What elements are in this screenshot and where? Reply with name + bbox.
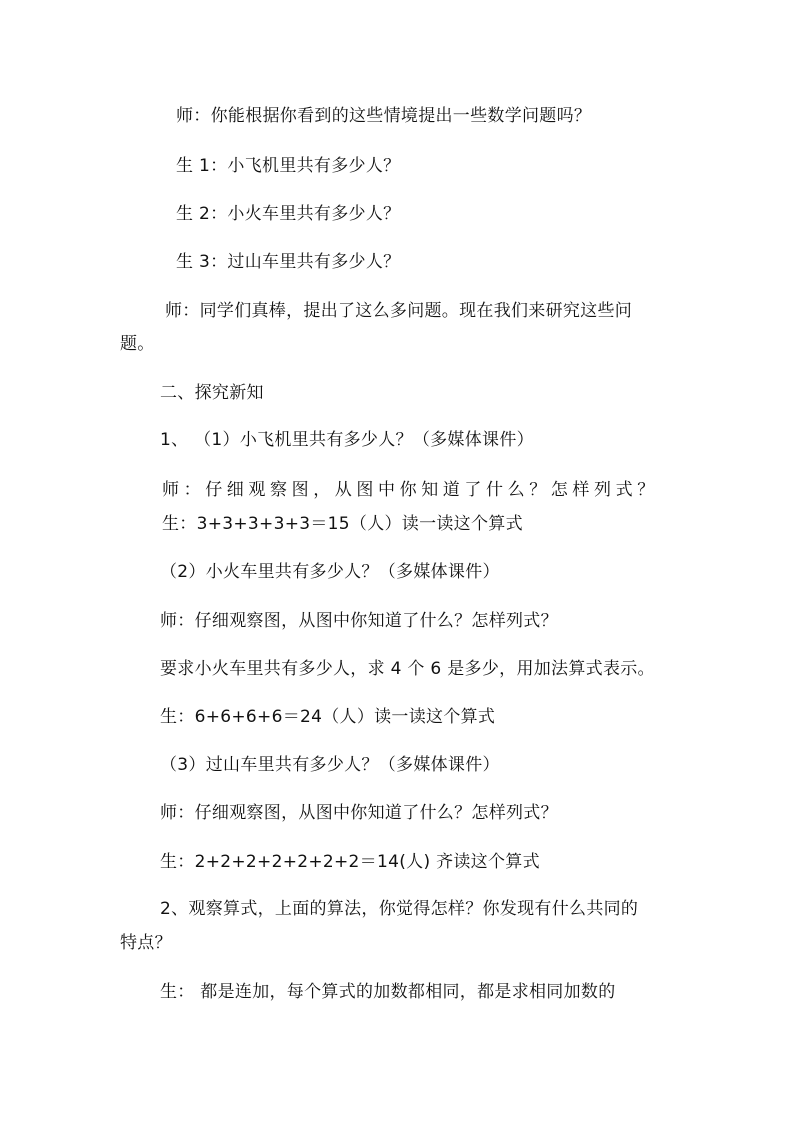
- teacher-observe-line-3: 师：仔细观察图，从图中你知道了什么？怎样列式？: [160, 803, 558, 823]
- teacher-praise-line: 师：同学们真棒，提出了这么多问题。现在我们来研究这些问: [165, 301, 633, 321]
- student-3-line: 生 3：过山车里共有多少人？: [176, 252, 401, 272]
- observation-question-line-continued: 特点？: [120, 933, 172, 953]
- student-1-line: 生 1：小飞机里共有多少人？: [176, 156, 401, 176]
- item-1-heading: 1、 （1）小飞机里共有多少人？（多媒体课件）: [160, 430, 534, 450]
- student-2-line: 生 2：小火车里共有多少人？: [176, 204, 401, 224]
- item-2-heading: （2）小火车里共有多少人？（多媒体课件）: [160, 562, 500, 582]
- teacher-question-line: 师：你能根据你看到的这些情境提出一些数学问题吗？: [176, 106, 592, 126]
- teacher-observe-line-1: 师：仔细观察图，从图中你知道了什么？怎样列式？: [162, 480, 659, 500]
- student-equation-line-1: 生：3+3+3+3+3＝15（人）读一读这个算式: [162, 514, 523, 534]
- explanation-line: 要求小火车里共有多少人，求 4 个 6 是多少，用加法算式表示。: [160, 659, 655, 679]
- student-equation-line-2: 生：6+6+6+6＝24（人）读一读这个算式: [160, 707, 496, 727]
- observation-question-line: 2、观察算式，上面的算法，你觉得怎样？你发现有什么共同的: [160, 899, 639, 919]
- section-heading: 二、探究新知: [160, 383, 264, 403]
- student-equation-line-3: 生：2+2+2+2+2+2+2＝14(人) 齐读这个算式: [160, 852, 540, 872]
- teacher-observe-line-2: 师：仔细观察图，从图中你知道了什么？怎样列式？: [160, 611, 558, 631]
- teacher-praise-line-continued: 题。: [120, 334, 155, 354]
- item-3-heading: （3）过山车里共有多少人？（多媒体课件）: [160, 755, 500, 775]
- student-answer-line: 生： 都是连加，每个算式的加数都相同，都是求相同加数的: [160, 982, 616, 1002]
